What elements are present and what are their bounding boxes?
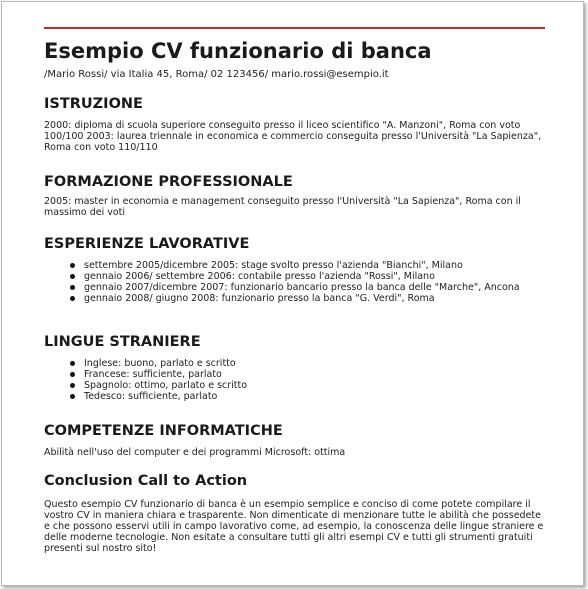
list-item: gennaio 2007/dicembre 2007: funzionario bancario presso la banca delle "Marche", Ancona xyxy=(44,282,549,293)
section-heading: FORMAZIONE PROFESSIONALE xyxy=(44,174,293,190)
bullet-icon xyxy=(70,394,75,399)
bullet-icon xyxy=(70,372,75,377)
list-item: Inglese: buono, parlato e scritto xyxy=(44,358,549,369)
bullet-icon xyxy=(70,296,75,301)
bullet-icon xyxy=(70,285,75,290)
list-item: Spagnolo: ottimo, parlato e scritto xyxy=(44,380,549,391)
contact-line: /Mario Rossi/ via Italia 45, Roma/ 02 123456/ mario.rossi@esempio.it xyxy=(44,69,389,80)
list-item: Francese: sufficiente, parlato xyxy=(44,369,549,380)
header-accent-line xyxy=(44,27,545,29)
section-conclusion xyxy=(44,472,549,554)
lingue-list xyxy=(44,358,549,402)
list-item: settembre 2005/dicembre 2005: stage svolto presso l'azienda "Bianchi", Milano xyxy=(44,260,549,271)
list-item: gennaio 2008/ giugno 2008: funzionario presso la banca "G. Verdi", Roma xyxy=(44,293,549,304)
section-formazione xyxy=(44,173,549,218)
esperienze-list xyxy=(44,260,549,304)
section-heading: ESPERIENZE LAVORATIVE xyxy=(44,236,250,252)
section-istruzione xyxy=(44,95,549,153)
bullet-icon xyxy=(70,274,75,279)
list-item: gennaio 2006/ settembre 2006: contabile presso l'azienda "Rossi", Milano xyxy=(44,271,549,282)
cv-page xyxy=(44,36,549,554)
bullet-icon xyxy=(70,383,75,388)
section-lingue xyxy=(44,333,549,402)
section-informatiche xyxy=(44,422,549,458)
istruzione-text: 2000: diploma di scuola superiore conseguito presso il liceo scientifico "A. Manzoni", Roma con voto 100/100 2003: laurea triennale in economica e commercio conseguita presso l'Università "La Sapienza", Roma con voto 110/110 xyxy=(44,120,542,153)
formazione-text: 2005: master in economia e management conseguito presso l'Università "La Sapienza", Roma con il massimo dei voti xyxy=(44,196,521,218)
section-heading: COMPETENZE INFORMATICHE xyxy=(44,423,283,439)
section-heading: LINGUE STRANIERE xyxy=(44,334,201,350)
informatiche-text: Abilità nell'uso del computer e dei programmi Microsoft: ottima xyxy=(44,447,346,458)
section-heading: Conclusion Call to Action xyxy=(44,473,248,489)
cv-title: Esempio CV funzionario di banca xyxy=(44,39,432,63)
list-item: Tedesco: sufficiente, parlato xyxy=(44,391,549,402)
section-heading: ISTRUZIONE xyxy=(44,96,143,112)
bullet-icon xyxy=(70,361,75,366)
conclusion-text: Questo esempio CV funzionario di banca è un esempio semplice e conciso di come potete compilare il vostro CV in maniera chiara e trasparente. Non dimenticate di menzionare tutte le abilità che possedete e che possono esservi utili in campo lavorativo come, ad esempio, la conoscenza delle lingue straniere e delle moderne tecnologie. Non esitate a consultare tutti gli altri esempi CV e tutti gli strumenti gratuiti presenti sul nostro sito! xyxy=(44,499,544,554)
section-esperienze xyxy=(44,235,549,304)
bullet-icon xyxy=(70,263,75,268)
